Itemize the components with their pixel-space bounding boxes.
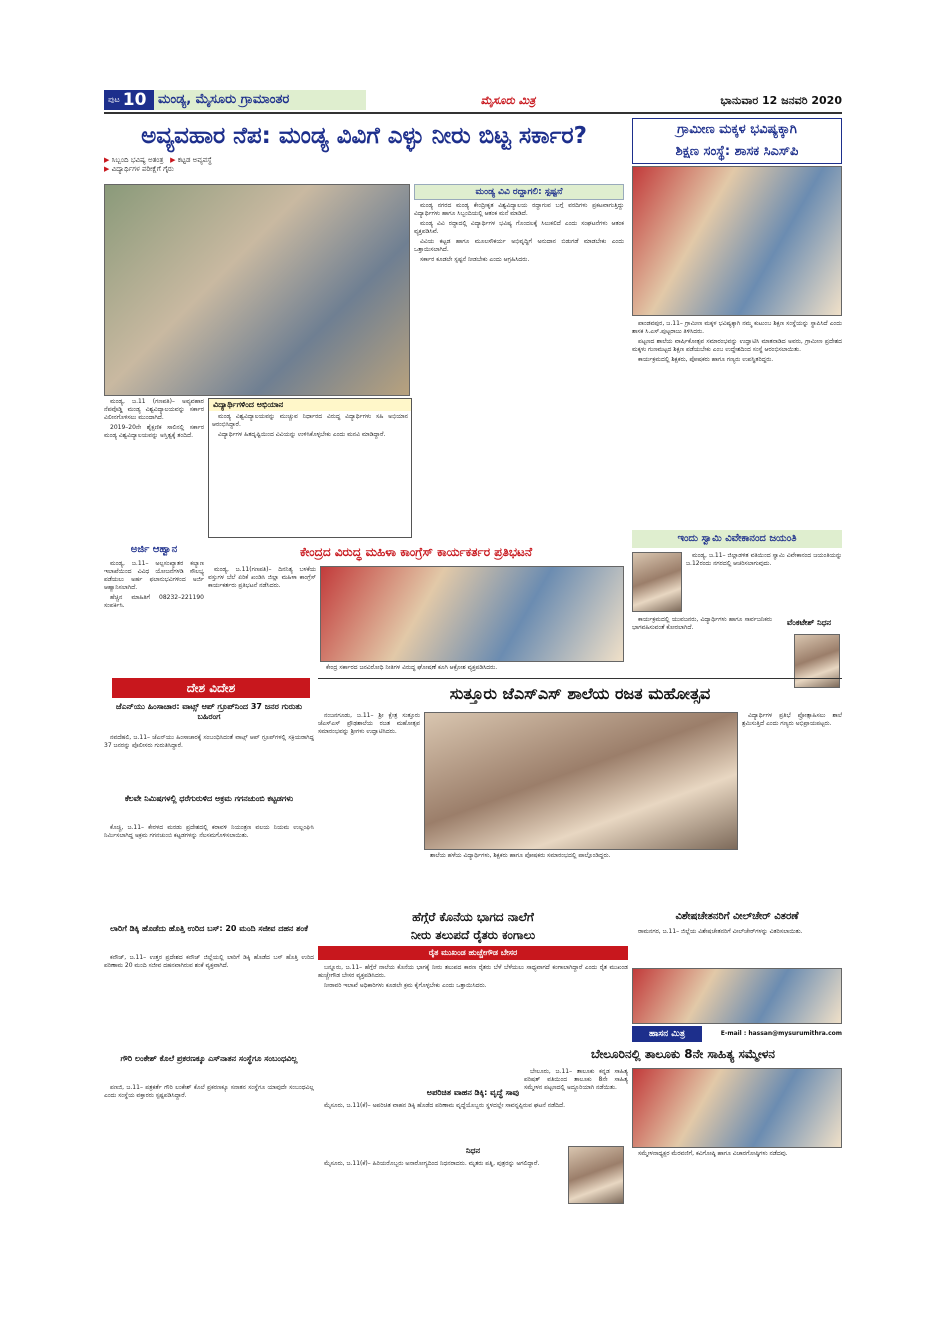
suttur-text-bottom: ಶಾಲೆಯ ಹಳೆಯ ವಿದ್ಯಾರ್ಥಿಗಳು, ಶಿಕ್ಷಕರು ಹಾಗೂ ಪೋಷಕರು ಸಮಾರಂಭದಲ್ಲಿ ಪಾಲ್ಗೊಂಡಿದ್ದರು. (430, 852, 611, 859)
campaign-caption: ವಿದ್ಯಾರ್ಥಿಗಳಿಂದ ಅಭಿಯಾನ (209, 399, 411, 411)
right-top-headline-box (632, 118, 842, 164)
arji-text: ಮಂಡ್ಯ, ಜ.11– ಅಲ್ಪಸಂಖ್ಯಾತರ ಕಲ್ಯಾಣ ಇಲಾಖೆಯಿಂದ ವಿವಿಧ ಯೋಜನೆಗಳಡಿ ಸೌಲಭ್ಯ ಪಡೆಯಲು ಅರ್ಹ ಫಲಾನುಭವಿಗಳಿಂದ ಅರ್ಜಿ ಆಹ್ವಾನಿಸಲಾಗಿದೆ. ಹೆಚ್ಚಿನ ಮಾಹಿತಿಗೆ 08232–221190 ಸಂಪರ್ಕಿಸಿ. (104, 560, 204, 609)
hassan-text-right: ಸಮ್ಮೇಳನಾಧ್ಯಕ್ಷರ ಮೆರವಣಿಗೆ, ಕವಿಗೋಷ್ಠಿ ಹಾಗೂ ವಿಚಾರಗೋಷ್ಠಿಗಳು ನಡೆದವು. (638, 1150, 788, 1157)
obituary-top-title: ವೆಂಕಟೇಶ್ ನಿಧನ (786, 618, 832, 627)
lead-text-left: ಮಂಡ್ಯ, ಜ.11 (ಗಣಪತಿ)– ಅವ್ಯವಹಾರ ನೆಪವೊಡ್ಡಿ ಮಂಡ್ಯ ವಿಶ್ವವಿದ್ಯಾಲಯವನ್ನು ಸರ್ಕಾರ ವಿಲೀನಗೊಳಿಸಲು ಮುಂದಾಗಿದೆ. 2019–20ನೇ ಶೈಕ್ಷಣಿಕ ಸಾಲಿನಲ್ಲಿ ಸರ್ಕಾರ ಮಂಡ್ಯ ವಿಶ್ವವಿದ್ಯಾಲಯವನ್ನು ಅಸ್ತಿತ್ವಕ್ಕೆ ತಂದಿದೆ. (104, 398, 204, 439)
farmers-subhead-box (318, 946, 628, 960)
suttur-top-rule (318, 678, 842, 679)
desha-story3-text: ಕನೌಜ್, ಜ.11– ಉತ್ತರ ಪ್ರದೇಶದ ಕನೌಜ್ ಜಿಲ್ಲೆಯಲ್ಲಿ ಲಾರಿಗೆ ಡಿಕ್ಕಿ ಹೊಡೆದ ಬಸ್ ಹೊತ್ತಿ ಉರಿದ ಪರಿಣಾಮ 20 ಮಂದಿ ಸಜೀವ ದಹನವಾಗಿರುವ ಶಂಕೆ ವ್ಯಕ್ತವಾಗಿದೆ. (104, 954, 314, 969)
students-protest-photo (104, 184, 410, 396)
vivekananda-text-2: ಕಾರ್ಯಕ್ರಮದಲ್ಲಿ ಯುವಜನರು, ವಿದ್ಯಾರ್ಥಿಗಳು ಹಾಗೂ ಸಾರ್ವಜನಿಕರು ಭಾಗವಹಿಸುವಂತೆ ಕೋರಲಾಗಿದೆ. (632, 616, 772, 631)
hassan-email: E-mail : hassan@mysurumithra.com (720, 1030, 842, 1037)
right-top-headline-2: ಶಿಕ್ಷಣ ಸಂಸ್ಥೆ: ಶಾಸಕ ಸಿಎಸ್‌ಪಿ (675, 144, 799, 159)
section-title: ಮಂಡ್ಯ, ಮೈಸೂರು ಗ್ರಾಮಾಂತರ (154, 90, 366, 110)
congress-text-bottom: ಕೇಂದ್ರ ಸರ್ಕಾರದ ಜನವಿರೋಧಿ ನೀತಿಗಳ ವಿರುದ್ಧ ಘೋಷಣೆ ಕೂಗಿ ಆಕ್ರೋಶ ವ್ಯಕ್ತಪಡಿಸಿದರು. (326, 664, 498, 671)
masthead-rule (104, 112, 842, 114)
arji-headline: ಅರ್ಜಿ ಆಹ್ವಾನ (130, 544, 178, 555)
desha-story4-title: ಗೌರಿ ಲಂಕೇಶ್ ಕೊಲೆ ಪ್ರಕರಣಕ್ಕೂ ಎಸ್‌ನಾತನ ಸಂಸ್ಥೆಗೂ ಸಂಬಂಧವಿಲ್ಲ (120, 1054, 298, 1063)
vivekananda-headline: ಇಂದು ಸ್ವಾಮಿ ವಿವೇಕಾನಂದ ಜಯಂತಿ (677, 533, 797, 544)
page-label: ಪುಟ (108, 95, 120, 104)
desha-story2-title: ಕೆಲವೇ ನಿಮಿಷಗಳಲ್ಲಿ ಧರೆಗುರುಳಿದ ಅಕ್ರಮ ಗಗನಚುಂಬಿ ಕಟ್ಟಡಗಳು (124, 794, 294, 803)
desha-banner: ದೇಶ ವಿದೇಶ (186, 681, 236, 695)
farmers-headline-1: ಹೆಗ್ಗೆರೆ ಕೊನೆಯ ಭಾಗದ ನಾಲೆಗೆ (412, 910, 534, 924)
accident-text: ಮೈಸೂರು, ಜ.11(ಕೆ)– ಅಪರಿಚಿತ ವಾಹನ ಡಿಕ್ಕಿ ಹೊಡೆದ ಪರಿಣಾಮ ವೃದ್ಧೆಯೊಬ್ಬರು ಸ್ಥಳದಲ್ಲೇ ಸಾವನ್ನಪ್ಪಿರುವ ಘಟನೆ ನಡೆದಿದೆ. (324, 1102, 566, 1109)
highlight-2: ವಿದ್ಯಾರ್ಥಿಗಳ ಪರೀಕ್ಷೆಗೆ ಗೈರು (111, 165, 174, 173)
suttur-headline: ಸುತ್ತೂರು ಜೆಎಸ್‌ಎಸ್ ಶಾಲೆಯ ರಜತ ಮಹೋತ್ಸವ (449, 684, 711, 703)
suttur-photo (424, 712, 738, 850)
lead-highlights: ▶ ಸಿಬ್ಬಂದಿ ಭವಿಷ್ಯ ಅತಂತ್ರ ▶ ಕಟ್ಟಡ ಅವ್ಯವಸ್ಥೆ ▶ ವಿದ್ಯಾರ್ಥಿಗಳ ಪರೀಕ್ಷೆಗೆ ಗೈರು (104, 156, 212, 173)
right-top-headline-1: ಗ್ರಾಮೀಣ ಮಕ್ಕಳ ಭವಿಷ್ಯಕ್ಕಾಗಿ (677, 122, 797, 137)
desha-story1-title: ಜೆಎನ್‌ಯು ಹಿಂಸಾಚಾರ: ವಾಟ್ಸ್ ಆಪ್ ಗ್ರೂಪ್‌ನಿಂದ 37 ಜನರ ಗುರುತು ಬಹಿರಂಗ (115, 702, 303, 721)
hassan-headline: ಬೇಲೂರಿನಲ್ಲಿ ತಾಲೂಕು 8ನೇ ಸಾಹಿತ್ಯ ಸಮ್ಮೇಳನ (591, 1047, 775, 1061)
desha-story4-text: ಪಣಜಿ, ಜ.11– ಪತ್ರಕರ್ತೆ ಗೌರಿ ಲಂಕೇಶ್ ಕೊಲೆ ಪ್ರಕರಣಕ್ಕೂ ಸನಾತನ ಸಂಸ್ಥೆಗೂ ಯಾವುದೇ ಸಂಬಂಧವಿಲ್ಲ ಎಂದು ಸಂಸ್ಥೆಯ ವಕ್ತಾರರು ಸ್ಪಷ್ಟಪಡಿಸಿದ್ದಾರೆ. (104, 1084, 314, 1099)
vivekananda-headline-box (632, 530, 842, 548)
mandya-vivi-box (414, 184, 624, 200)
hassan-photo (632, 1068, 842, 1148)
school-event-photo (632, 166, 842, 316)
campaign-box: ವಿದ್ಯಾರ್ಥಿಗಳಿಂದ ಅಭಿಯಾನ ಮಂಡ್ಯ ವಿಶ್ವವಿದ್ಯಾಲಯವನ್ನು ಮುಚ್ಚುವ ನಿರ್ಧಾರದ ವಿರುದ್ಧ ವಿದ್ಯಾರ್ಥಿಗಳು ಸಹಿ ಅಭಿಯಾನ ಆರಂಭಿಸಿದ್ದಾರೆ. ವಿದ್ಯಾರ್ಥಿಗಳ ಹಿತದೃಷ್ಟಿಯಿಂದ ವಿವಿಯನ್ನು ಉಳಿಸಿಕೊಳ್ಳಬೇಕು ಎಂದು ಮನವಿ ಮಾಡಿದ್ದಾರೆ. (208, 398, 412, 538)
desha-story3-title: ಲಾರಿಗೆ ಡಿಕ್ಕಿ ಹೊಡೆದು ಹೊತ್ತಿ ಉರಿದ ಬಸ್: 20 ಮಂದಿ ಸಜೀವ ದಹನ ಶಂಕೆ (109, 924, 309, 933)
hassan-text-left: ಬೇಲೂರು, ಜ.11– ತಾಲೂಕು ಕನ್ನಡ ಸಾಹಿತ್ಯ ಪರಿಷತ್ ವತಿಯಿಂದ ತಾಲೂಕು 8ನೇ ಸಾಹಿತ್ಯ ಸಮ್ಮೇಳನ ಪಟ್ಟಣದಲ್ಲಿ ಅದ್ದೂರಿಯಾಗಿ ನಡೆಯಿತು. (524, 1068, 628, 1091)
right-top-text: ಪಾಂಡವಪುರ, ಜ.11– ಗ್ರಾಮೀಣ ಮಕ್ಕಳ ಭವಿಷ್ಯಕ್ಕಾಗಿ ನಮ್ಮ ಕುಟುಂಬ ಶಿಕ್ಷಣ ಸಂಸ್ಥೆಯನ್ನು ಸ್ಥಾಪಿಸಿದೆ ಎಂದು ಶಾಸಕ ಸಿ.ಎಸ್.ಪುಟ್ಟರಾಜು ತಿಳಿಸಿದರು. ಪಟ್ಟಣದ ಶಾಲೆಯ ವಾರ್ಷಿಕೋತ್ಸವ ಸಮಾರಂಭವನ್ನು ಉದ್ಘಾಟಿಸಿ ಮಾತನಾಡಿದ ಅವರು, ಗ್ರಾಮೀಣ ಪ್ರದೇಶದ ಮಕ್ಕಳು ಗುಣಮಟ್ಟದ ಶಿಕ್ಷಣ ಪಡೆಯಬೇಕು ಎಂಬ ಉದ್ದೇಶದಿಂದ ಸಂಸ್ಥೆ ಆರಂಭಿಸಲಾಯಿತು. ಕಾರ್ಯಕ್ರಮದಲ್ಲಿ ಶಿಕ್ಷಕರು, ಪೋಷಕರು ಹಾಗೂ ಗಣ್ಯರು ಉಪಸ್ಥಿತರಿದ್ದರು. (632, 320, 842, 363)
desha-banner-box (112, 678, 310, 698)
paper-name: ಮೈಸೂರು ಮಿತ್ರ (480, 94, 536, 107)
congress-protest-photo (320, 566, 624, 662)
obituary-title: ನಿಧನ (465, 1146, 481, 1155)
hassan-banner: ಹಾಸನ ಮಿತ್ರ (648, 1029, 686, 1039)
lead-text-right: ಮಂಡ್ಯ ನಗರದ ಮಂಡ್ಯ ಕೇಂದ್ರೀಕೃತ ವಿಶ್ವವಿದ್ಯಾಲಯ ರದ್ದಾಗುವ ಬಗ್ಗೆ ವರದಿಗಳು ಪ್ರಕಟವಾಗುತ್ತಿದ್ದು ವಿದ್ಯಾರ್ಥಿಗಳು ಹಾಗೂ ಸಿಬ್ಬಂದಿಯಲ್ಲಿ ಆತಂಕ ಮನೆ ಮಾಡಿದೆ. ಮಂಡ್ಯ ವಿವಿ ರದ್ದಾದಲ್ಲಿ ವಿದ್ಯಾರ್ಥಿಗಳ ಭವಿಷ್ಯ ಗೊಂದಲಕ್ಕೆ ಸಿಲುಕಲಿದೆ ಎಂದು ಸಂಘಟನೆಗಳು ಆತಂಕ ವ್ಯಕ್ತಪಡಿಸಿವೆ. ವಿವಿಯ ಕಟ್ಟಡ ಹಾಗೂ ಮೂಲಸೌಕರ್ಯ ಅಭಿವೃದ್ಧಿಗೆ ಅನುದಾನ ಬಿಡುಗಡೆ ಮಾಡಬೇಕು ಎಂದು ಒತ್ತಾಯಿಸಲಾಗಿದೆ. ಸರ್ಕಾರ ಕೂಡಲೇ ಸ್ಪಷ್ಟನೆ ನೀಡಬೇಕು ಎಂದು ಆಗ್ರಹಿಸಿದರು. (414, 202, 624, 263)
wheelchair-headline: ವಿಶೇಷಚೇತನರಿಗೆ ವೀಲ್‌ಚೇರ್ ವಿತರಣೆ (675, 911, 799, 922)
wheelchair-text: ರಾಮನಗರ, ಜ.11– ಜಿಲ್ಲೆಯ ವಿಶೇಷಚೇತನರಿಗೆ ವೀಲ್‌ಚೇರ್‌ಗಳನ್ನು ವಿತರಿಸಲಾಯಿತು. (638, 928, 803, 935)
accident-title: ಅಪರಿಚಿತ ವಾಹನ ಡಿಕ್ಕಿ: ವೃದ್ಧೆ ಸಾವು (426, 1088, 520, 1097)
newspaper-page (104, 88, 842, 1260)
desha-story2-text: ಕೊಚ್ಚಿ, ಜ.11– ಕೇರಳದ ಮರಡು ಪ್ರದೇಶದಲ್ಲಿ ಕರಾವಳಿ ನಿಯಂತ್ರಣ ವಲಯ ನಿಯಮ ಉಲ್ಲಂಘಿಸಿ ನಿರ್ಮಿಸಲಾಗಿದ್ದ ಅಕ್ರಮ ಗಗನಚುಂಬಿ ಕಟ್ಟಡಗಳನ್ನು ನೆಲಸಮಗೊಳಿಸಲಾಯಿತು. (104, 824, 314, 839)
suttur-text-left: ನಂಜನಗೂಡು, ಜ.11– ಶ್ರೀ ಕ್ಷೇತ್ರ ಸುತ್ತೂರು ಜೆಎಸ್‌ಎಸ್ ಪ್ರೌಢಶಾಲೆಯ ರಜತ ಮಹೋತ್ಸವ ಸಮಾರಂಭವನ್ನು ಶ್ರೀಗಳು ಉದ್ಘಾಟಿಸಿದರು. (318, 712, 420, 735)
obituary-text: ಮೈಸೂರು, ಜ.11(ಕೆ)– ಹಿರಿಯರೊಬ್ಬರು ಅನಾರೋಗ್ಯದಿಂದ ನಿಧನರಾದರು. ಮೃತರು ಪತ್ನಿ, ಪುತ್ರರನ್ನು ಅಗಲಿದ್ದಾರೆ. (324, 1160, 540, 1167)
congress-text-left: ಮಂಡ್ಯ, ಜ.11(ಗಣಪತಿ)– ದಿನನಿತ್ಯ ಬಳಕೆಯ ವಸ್ತುಗಳ ಬೆಲೆ ಏರಿಕೆ ಖಂಡಿಸಿ ಜಿಲ್ಲಾ ಮಹಿಳಾ ಕಾಂಗ್ರೆಸ್ ಕಾರ್ಯಕರ್ತರು ಪ್ರತಿಭಟನೆ ನಡೆಸಿದರು. (208, 566, 316, 589)
congress-headline: ಕೇಂದ್ರದ ವಿರುದ್ಧ ಮಹಿಳಾ ಕಾಂಗ್ರೆಸ್ ಕಾರ್ಯಕರ್ತರ ಪ್ರತಿಭಟನೆ (299, 545, 533, 559)
highlight-3: ಕಟ್ಟಡ ಅವ್ಯವಸ್ಥೆ (177, 156, 212, 164)
wheelchair-photo (632, 968, 842, 1024)
hassan-banner-box (632, 1026, 702, 1042)
farmers-headline-2: ನೀರು ತಲುಪದೆ ರೈತರು ಕಂಗಾಲು (410, 928, 536, 942)
farmers-subhead: ರೈತ ಮುಖಂಡ ಹುಚ್ಚೇಗೌಡ ಬೇಸರ (428, 948, 518, 957)
page-number: 10 (122, 90, 147, 110)
sub-box-title: ಮಂಡ್ಯ ವಿವಿ ರದ್ದಾಗಲಿ: ಸ್ಪಷ್ಟನೆ (475, 187, 563, 197)
congress-headline-box (208, 542, 624, 562)
suttur-text-right: ವಿದ್ಯಾರ್ಥಿಗಳ ಪ್ರತಿಭೆ ಪ್ರೋತ್ಸಾಹಿಸಲು ಶಾಲೆ ಶ್ರಮಿಸುತ್ತಿದೆ ಎಂದು ಗಣ್ಯರು ಅಭಿಪ್ರಾಯಪಟ್ಟರು. (742, 712, 842, 727)
lead-headline: ಅವ್ಯವಹಾರ ನೆಪ: ಮಂಡ್ಯ ವಿವಿಗೆ ಎಳ್ಳು ನೀರು ಬಿಟ್ಟ ಸರ್ಕಾರ? (141, 123, 587, 149)
highlight-1: ಸಿಬ್ಬಂದಿ ಭವಿಷ್ಯ ಅತಂತ್ರ (111, 156, 164, 164)
issue-date: ಭಾನುವಾರ 12 ಜನವರಿ 2020 (720, 94, 842, 107)
vivekananda-photo (632, 552, 682, 612)
vivekananda-text: ಮಂಡ್ಯ, ಜ.11– ಜಿಲ್ಲಾಡಳಿತ ವತಿಯಿಂದ ಸ್ವಾಮಿ ವಿವೇಕಾನಂದ ಜಯಂತಿಯನ್ನು ಜ.12ರಂದು ನಗರದಲ್ಲಿ ಆಚರಿಸಲಾಗುವುದು. (686, 552, 842, 567)
farmers-text: ಬನ್ನೂರು, ಜ.11– ಹೆಗ್ಗೆರೆ ನಾಲೆಯ ಕೊನೆಯ ಭಾಗಕ್ಕೆ ನೀರು ತಲುಪದ ಕಾರಣ ರೈತರು ಬೆಳೆ ಬೆಳೆಯಲು ಸಾಧ್ಯವಾಗದೆ ಕಂಗಾಲಾಗಿದ್ದಾರೆ ಎಂದು ರೈತ ಮುಖಂಡ ಹುಚ್ಚೇಗೌಡ ಬೇಸರ ವ್ಯಕ್ತಪಡಿಸಿದರು. ನೀರಾವರಿ ಇಲಾಖೆ ಅಧಿಕಾರಿಗಳು ಕೂಡಲೇ ಕ್ರಮ ಕೈಗೊಳ್ಳಬೇಕು ಎಂದು ಒತ್ತಾಯಿಸಿದರು. (318, 964, 628, 989)
desha-story1-text: ನವದೆಹಲಿ, ಜ.11– ಜೆಎನ್‌ಯು ಹಿಂಸಾಚಾರಕ್ಕೆ ಸಂಬಂಧಿಸಿದಂತೆ ವಾಟ್ಸ್ ಆಪ್ ಗ್ರೂಪ್‌ಗಳಲ್ಲಿ ಸಕ್ರಿಯರಾಗಿದ್ದ 37 ಜನರನ್ನು ಪೊಲೀಸರು ಗುರುತಿಸಿದ್ದಾರೆ. (104, 734, 314, 749)
page-number-badge (104, 90, 154, 110)
wheelchair-headline-box (632, 908, 842, 926)
